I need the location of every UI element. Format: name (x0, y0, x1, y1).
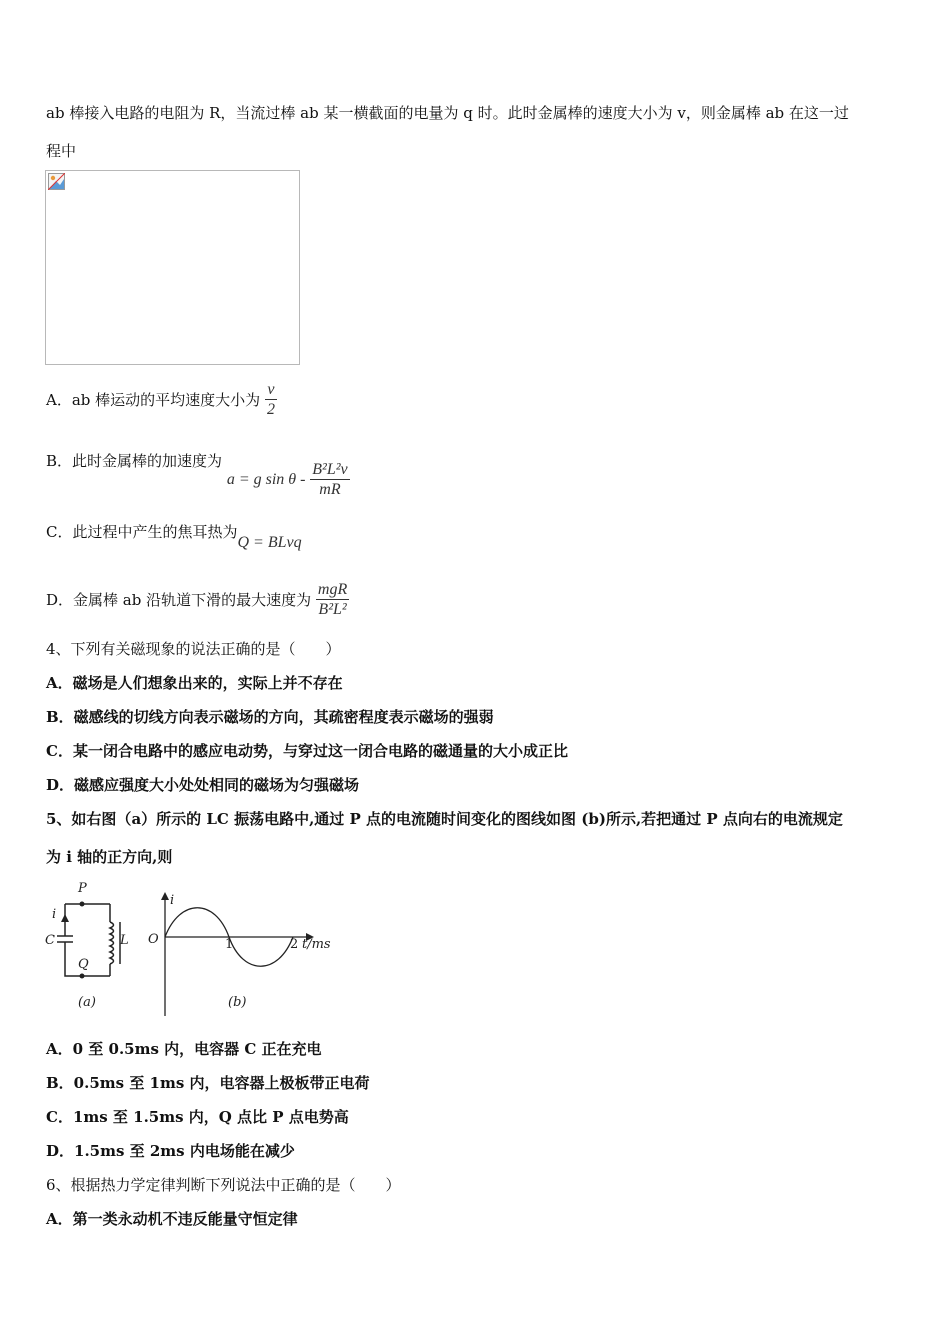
intro-line-2: 程中 (46, 142, 77, 160)
current-arrow (61, 914, 69, 922)
q6-option-a: A．第一类永动机不违反能量守恒定律 (46, 1210, 298, 1228)
axis-t-label: t/ms (302, 937, 331, 952)
image-placeholder (45, 170, 300, 365)
caption-b: (b) (228, 995, 247, 1010)
origin-label: O (148, 932, 159, 947)
label-i: i (52, 907, 57, 922)
tick-1-label: 1 (225, 937, 234, 952)
q3-option-c: C．此过程中产生的焦耳热为Q = BLvq (46, 523, 302, 551)
lc-circuit-figure (40, 876, 340, 1026)
intro-line-1: ab 棒接入电路的电阻为 R，当流过棒 ab 某一横截面的电量为 q 时。此时金属棒的速度大小为 v，则金属棒 ab 在这一过 (46, 104, 849, 122)
axis-i-label: i (170, 893, 175, 908)
q3-option-b: B．此时金属棒的加速度为 a = g sin θ - $\frac{\text{B²L²v}}{mR}$ (46, 452, 348, 498)
label-q: Q (78, 957, 89, 972)
q4-option-b: B．磁感线的切线方向表示磁场的方向，其疏密程度表示磁场的强弱 (46, 708, 494, 726)
i-axis-arrow (161, 892, 169, 900)
q6-stem: 6、根据热力学定律判断下列说法中正确的是（ ） (46, 1176, 401, 1194)
q5-option-d: D．1.5ms 至 2ms 内电场能在减少 (46, 1142, 295, 1160)
q5-option-b: B．0.5ms 至 1ms 内，电容器上极板带正电荷 (46, 1074, 370, 1092)
q3-option-d: D．金属棒 ab 沿轨道下滑的最大速度为 $\frac{\text{mgR}}{\text{B²L²}}$ (46, 581, 348, 618)
q4-option-a: A．磁场是人们想象出来的，实际上并不存在 (46, 674, 343, 692)
label-c: C (45, 933, 55, 948)
formula-avg-velocity: $\frac{v}{2}$ (266, 381, 275, 418)
q4-option-c: C．某一闭合电路中的感应电动势，与穿过这一闭合电路的磁通量的大小成正比 (46, 742, 568, 760)
q3-option-a: A．ab 棒运动的平均速度大小为 $\frac{v}{2}$ (46, 381, 275, 418)
q5-option-a: A．0 至 0.5ms 内，电容器 C 正在充电 (46, 1040, 322, 1058)
point-q (80, 974, 85, 979)
q4-stem: 4、下列有关磁现象的说法正确的是（ ） (46, 640, 341, 658)
formula-joule-heat: Q = BLvq (237, 534, 302, 551)
tick-2-label: 2 (290, 937, 299, 952)
caption-a: (a) (78, 995, 96, 1010)
broken-image-icon (48, 173, 65, 190)
q4-option-d: D．磁感应强度大小处处相同的磁场为匀强磁场 (46, 776, 360, 794)
point-p (80, 902, 85, 907)
label-l: L (120, 933, 129, 948)
q5-stem-line-2: 为 i 轴的正方向,则 (46, 848, 173, 866)
formula-acceleration: $\frac{\text{B²L²v}}{mR}$ (312, 461, 348, 498)
label-p: P (78, 881, 87, 896)
q5-stem-line-1: 5、如右图（a）所示的 LC 振荡电路中,通过 P 点的电流随时间变化的图线如图 (b)所示,若把通过 P 点向右的电流规定 (46, 810, 843, 828)
q5-option-c: C．1ms 至 1.5ms 内，Q 点比 P 点电势高 (46, 1108, 349, 1126)
formula-max-velocity: $\frac{\text{mgR}}{\text{B²L²}}$ (317, 581, 348, 618)
